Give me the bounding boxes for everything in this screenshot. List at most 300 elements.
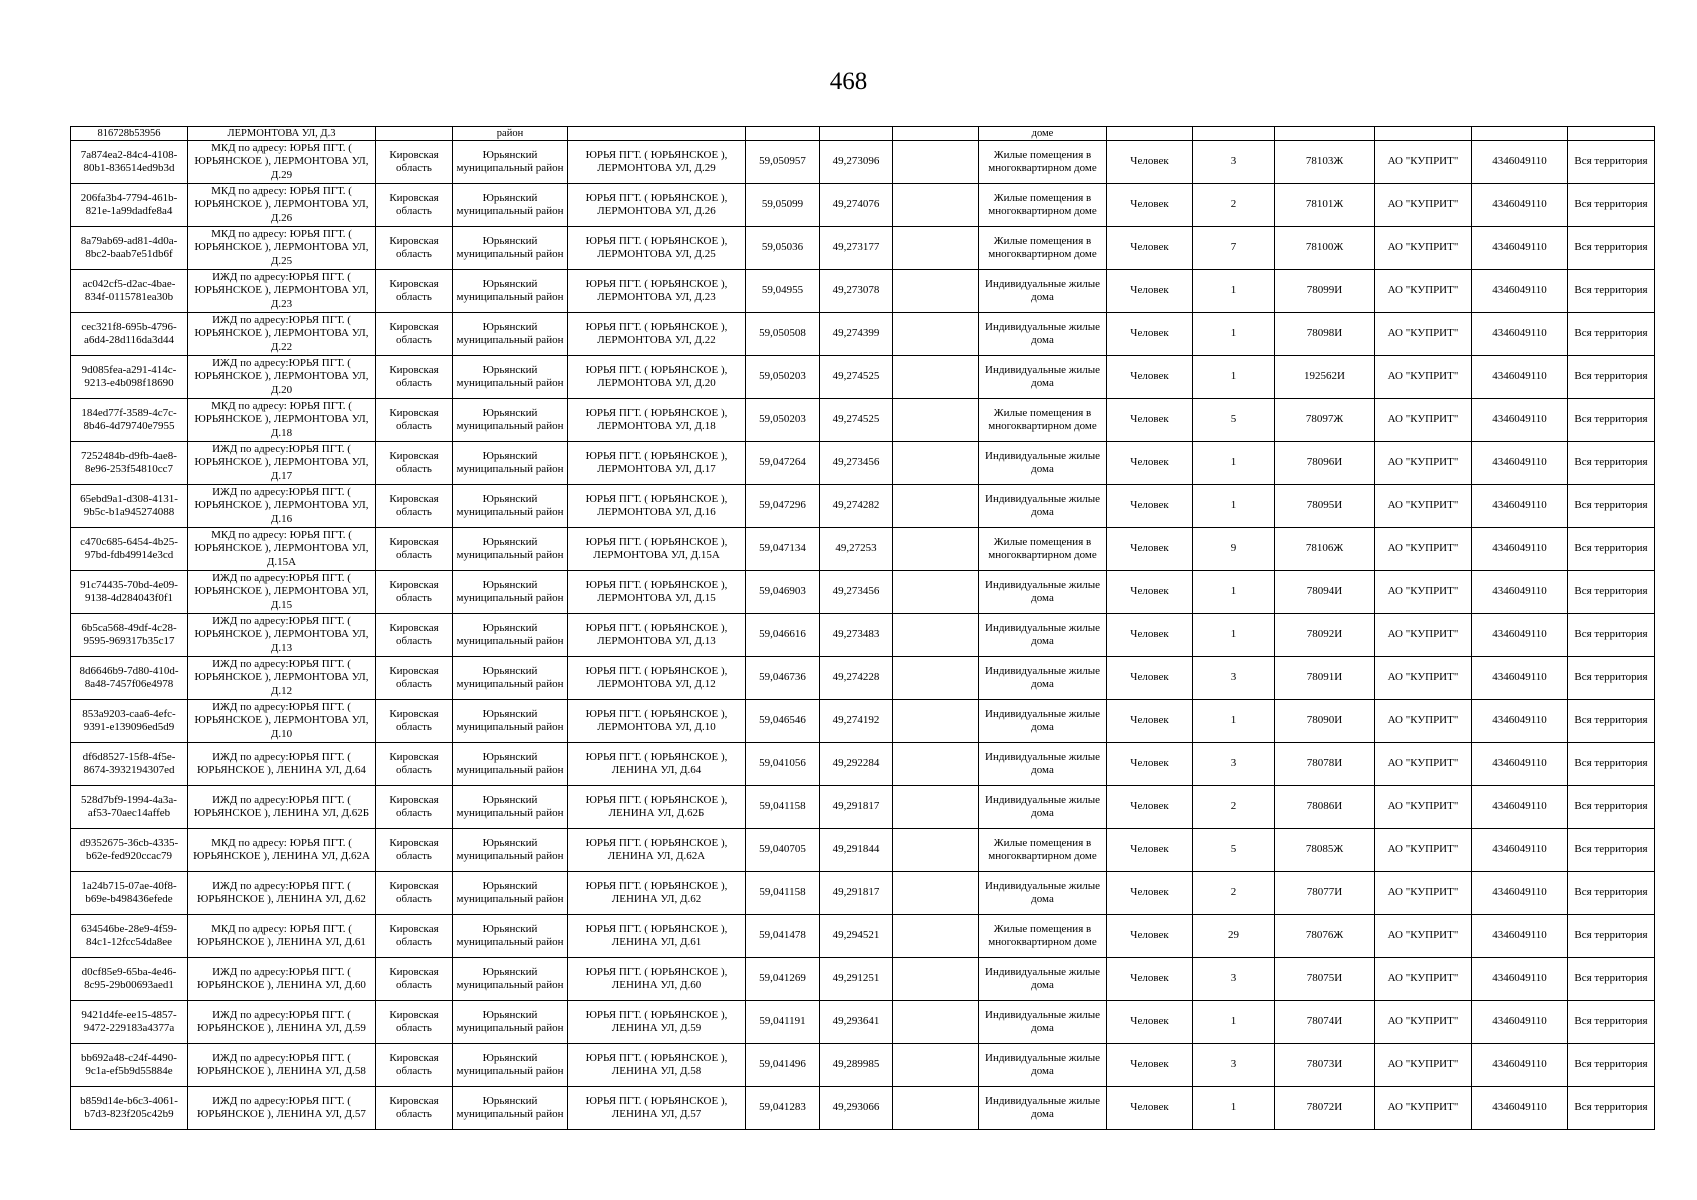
table-row <box>71 1044 1655 1087</box>
cell-empty <box>893 1001 979 1044</box>
cell-unit: Человек <box>1107 829 1193 872</box>
cell-code: 78072И <box>1275 1087 1375 1130</box>
cell-unit: Человек <box>1107 1087 1193 1130</box>
cell-code: 78101Ж <box>1275 184 1375 227</box>
cell-longitude: 49,292284 <box>820 743 893 786</box>
cell-longitude: 49,291817 <box>820 872 893 915</box>
cell-territory: Вся территория <box>1568 528 1655 571</box>
cell-district: Юрьянский муниципальный район <box>453 1001 568 1044</box>
cell-object-description: ИЖД по адресу:ЮРЬЯ ПГТ. ( ЮРЬЯНСКОЕ ), ЛЕНИНА УЛ, Д.62 <box>188 872 376 915</box>
cell-inn: 4346049110 <box>1472 485 1568 528</box>
cell-district: Юрьянский муниципальный район <box>453 915 568 958</box>
cell-company: АО "КУПРИТ" <box>1375 786 1472 829</box>
cell-code: 78098И <box>1275 313 1375 356</box>
cell-region: Кировская область <box>376 700 453 743</box>
cell-latitude: 59,041283 <box>746 1087 820 1130</box>
cell-object-description: ЛЕРМОНТОВА УЛ, Д.3 <box>188 127 376 141</box>
cell-territory: Вся территория <box>1568 485 1655 528</box>
cell-address: ЮРЬЯ ПГТ. ( ЮРЬЯНСКОЕ ), ЛЕРМОНТОВА УЛ, Д.29 <box>568 141 746 184</box>
table-row <box>71 657 1655 700</box>
cell-latitude: 59,046546 <box>746 700 820 743</box>
cell-empty <box>893 614 979 657</box>
page-number: 468 <box>829 68 868 95</box>
cell-housing-type: Индивидуальные жилые дома <box>979 614 1107 657</box>
cell-district: Юрьянский муниципальный район <box>453 958 568 1001</box>
cell-longitude: 49,293641 <box>820 1001 893 1044</box>
cell-address: ЮРЬЯ ПГТ. ( ЮРЬЯНСКОЕ ), ЛЕНИНА УЛ, Д.57 <box>568 1087 746 1130</box>
cell-unit: Человек <box>1107 1044 1193 1087</box>
cell-guid: bb692a48-c24f-4490-9c1a-ef5b9d55884e <box>71 1044 188 1087</box>
cell-company: АО "КУПРИТ" <box>1375 915 1472 958</box>
cell-empty <box>893 184 979 227</box>
cell-housing-type: Жилые помещения в многоквартирном доме <box>979 141 1107 184</box>
cell-object-description: ИЖД по адресу:ЮРЬЯ ПГТ. ( ЮРЬЯНСКОЕ ), ЛЕРМОНТОВА УЛ, Д.15 <box>188 571 376 614</box>
cell-address: ЮРЬЯ ПГТ. ( ЮРЬЯНСКОЕ ), ЛЕНИНА УЛ, Д.59 <box>568 1001 746 1044</box>
cell-district: Юрьянский муниципальный район <box>453 442 568 485</box>
cell-territory: Вся территория <box>1568 442 1655 485</box>
cell-guid: 6b5ca568-49df-4c28-9595-969317b35c17 <box>71 614 188 657</box>
cell-quantity: 1 <box>1193 571 1275 614</box>
cell-empty <box>893 829 979 872</box>
cell-longitude: 49,274525 <box>820 399 893 442</box>
cell-quantity: 1 <box>1193 313 1275 356</box>
cell-longitude: 49,274399 <box>820 313 893 356</box>
cell-empty <box>893 270 979 313</box>
cell-quantity: 1 <box>1193 1087 1275 1130</box>
cell-address: ЮРЬЯ ПГТ. ( ЮРЬЯНСКОЕ ), ЛЕРМОНТОВА УЛ, Д.15А <box>568 528 746 571</box>
cell-longitude: 49,291251 <box>820 958 893 1001</box>
cell-housing-type: Индивидуальные жилые дома <box>979 700 1107 743</box>
cell-inn: 4346049110 <box>1472 141 1568 184</box>
cell-housing-type: Жилые помещения в многоквартирном доме <box>979 227 1107 270</box>
cell-district: Юрьянский муниципальный район <box>453 356 568 399</box>
cell-region: Кировская область <box>376 442 453 485</box>
cell-latitude: 59,047264 <box>746 442 820 485</box>
cell-address: ЮРЬЯ ПГТ. ( ЮРЬЯНСКОЕ ), ЛЕНИНА УЛ, Д.64 <box>568 743 746 786</box>
cell-empty <box>893 442 979 485</box>
cell-guid: 8d6646b9-7d80-410d-8a48-7457f06e4978 <box>71 657 188 700</box>
table-row <box>71 1001 1655 1044</box>
cell-inn: 4346049110 <box>1472 399 1568 442</box>
cell-district: Юрьянский муниципальный район <box>453 657 568 700</box>
cell-guid: df6d8527-15f8-4f5e-8674-3932194307ed <box>71 743 188 786</box>
cell-housing-type: Индивидуальные жилые дома <box>979 1044 1107 1087</box>
cell-longitude: 49,294521 <box>820 915 893 958</box>
cell-empty <box>893 915 979 958</box>
cell-empty <box>893 700 979 743</box>
cell-object-description: МКД по адресу: ЮРЬЯ ПГТ. ( ЮРЬЯНСКОЕ ), ЛЕНИНА УЛ, Д.61 <box>188 915 376 958</box>
cell-code: 78086И <box>1275 786 1375 829</box>
cell-district: Юрьянский муниципальный район <box>453 829 568 872</box>
cell-address: ЮРЬЯ ПГТ. ( ЮРЬЯНСКОЕ ), ЛЕРМОНТОВА УЛ, Д.17 <box>568 442 746 485</box>
cell-latitude: 59,046903 <box>746 571 820 614</box>
table-row <box>71 141 1655 184</box>
cell-guid: ac042cf5-d2ac-4bae-834f-0115781ea30b <box>71 270 188 313</box>
cell-object-description: ИЖД по адресу:ЮРЬЯ ПГТ. ( ЮРЬЯНСКОЕ ), ЛЕНИНА УЛ, Д.64 <box>188 743 376 786</box>
cell-unit: Человек <box>1107 700 1193 743</box>
cell-longitude: 49,274228 <box>820 657 893 700</box>
cell-region: Кировская область <box>376 1001 453 1044</box>
cell-address: ЮРЬЯ ПГТ. ( ЮРЬЯНСКОЕ ), ЛЕРМОНТОВА УЛ, Д.12 <box>568 657 746 700</box>
cell-quantity: 7 <box>1193 227 1275 270</box>
cell-housing-type: Жилые помещения в многоквартирном доме <box>979 399 1107 442</box>
cell-housing-type: Жилые помещения в многоквартирном доме <box>979 915 1107 958</box>
cell-address: ЮРЬЯ ПГТ. ( ЮРЬЯНСКОЕ ), ЛЕРМОНТОВА УЛ, Д.26 <box>568 184 746 227</box>
cell-company: АО "КУПРИТ" <box>1375 442 1472 485</box>
cell-address: ЮРЬЯ ПГТ. ( ЮРЬЯНСКОЕ ), ЛЕРМОНТОВА УЛ, Д.18 <box>568 399 746 442</box>
table-row <box>71 743 1655 786</box>
cell-territory: Вся территория <box>1568 1001 1655 1044</box>
cell-inn: 4346049110 <box>1472 313 1568 356</box>
table-row <box>71 1087 1655 1130</box>
cell-district: Юрьянский муниципальный район <box>453 399 568 442</box>
cell-longitude: 49,27253 <box>820 528 893 571</box>
cell-code: 78095И <box>1275 485 1375 528</box>
cell-region: Кировская область <box>376 657 453 700</box>
cell-latitude: 59,041496 <box>746 1044 820 1087</box>
cell-guid: cec321f8-695b-4796-a6d4-28d116da3d44 <box>71 313 188 356</box>
cell-address: ЮРЬЯ ПГТ. ( ЮРЬЯНСКОЕ ), ЛЕРМОНТОВА УЛ, Д.16 <box>568 485 746 528</box>
cell-company: АО "КУПРИТ" <box>1375 1087 1472 1130</box>
cell-object-description: ИЖД по адресу:ЮРЬЯ ПГТ. ( ЮРЬЯНСКОЕ ), ЛЕРМОНТОВА УЛ, Д.13 <box>188 614 376 657</box>
cell-inn: 4346049110 <box>1472 743 1568 786</box>
cell-object-description: ИЖД по адресу:ЮРЬЯ ПГТ. ( ЮРЬЯНСКОЕ ), ЛЕРМОНТОВА УЛ, Д.22 <box>188 313 376 356</box>
cell-inn <box>1472 127 1568 141</box>
cell-code: 78096И <box>1275 442 1375 485</box>
cell-territory: Вся территория <box>1568 872 1655 915</box>
cell-object-description: МКД по адресу: ЮРЬЯ ПГТ. ( ЮРЬЯНСКОЕ ), ЛЕНИНА УЛ, Д.62А <box>188 829 376 872</box>
cell-company: АО "КУПРИТ" <box>1375 528 1472 571</box>
cell-quantity: 2 <box>1193 872 1275 915</box>
table-row <box>71 872 1655 915</box>
cell-unit: Человек <box>1107 399 1193 442</box>
cell-object-description: ИЖД по адресу:ЮРЬЯ ПГТ. ( ЮРЬЯНСКОЕ ), ЛЕНИНА УЛ, Д.59 <box>188 1001 376 1044</box>
cell-housing-type: Индивидуальные жилые дома <box>979 1001 1107 1044</box>
cell-longitude: 49,273483 <box>820 614 893 657</box>
cell-latitude: 59,041191 <box>746 1001 820 1044</box>
cell-region: Кировская область <box>376 1044 453 1087</box>
cell-unit: Человек <box>1107 743 1193 786</box>
cell-territory: Вся территория <box>1568 399 1655 442</box>
cell-quantity: 1 <box>1193 700 1275 743</box>
cell-district: Юрьянский муниципальный район <box>453 270 568 313</box>
cell-company: АО "КУПРИТ" <box>1375 399 1472 442</box>
cell-unit: Человек <box>1107 356 1193 399</box>
cell-inn: 4346049110 <box>1472 184 1568 227</box>
cell-address: ЮРЬЯ ПГТ. ( ЮРЬЯНСКОЕ ), ЛЕНИНА УЛ, Д.60 <box>568 958 746 1001</box>
cell-quantity: 9 <box>1193 528 1275 571</box>
cell-address <box>568 127 746 141</box>
cell-company: АО "КУПРИТ" <box>1375 356 1472 399</box>
cell-longitude: 49,291817 <box>820 786 893 829</box>
cell-housing-type: Жилые помещения в многоквартирном доме <box>979 829 1107 872</box>
table-row <box>71 313 1655 356</box>
cell-quantity: 3 <box>1193 958 1275 1001</box>
cell-object-description: ИЖД по адресу:ЮРЬЯ ПГТ. ( ЮРЬЯНСКОЕ ), ЛЕРМОНТОВА УЛ, Д.23 <box>188 270 376 313</box>
cell-unit: Человек <box>1107 184 1193 227</box>
cell-empty <box>893 571 979 614</box>
cell-latitude: 59,041158 <box>746 872 820 915</box>
cell-guid: 7a874ea2-84c4-4108-80b1-836514ed9b3d <box>71 141 188 184</box>
cell-region: Кировская область <box>376 1087 453 1130</box>
cell-inn: 4346049110 <box>1472 356 1568 399</box>
cell-longitude: 49,273456 <box>820 442 893 485</box>
cell-region: Кировская область <box>376 141 453 184</box>
cell-company: АО "КУПРИТ" <box>1375 614 1472 657</box>
cell-address: ЮРЬЯ ПГТ. ( ЮРЬЯНСКОЕ ), ЛЕРМОНТОВА УЛ, Д.10 <box>568 700 746 743</box>
cell-inn: 4346049110 <box>1472 528 1568 571</box>
cell-territory: Вся территория <box>1568 700 1655 743</box>
cell-district: Юрьянский муниципальный район <box>453 184 568 227</box>
cell-quantity: 1 <box>1193 442 1275 485</box>
cell-object-description: МКД по адресу: ЮРЬЯ ПГТ. ( ЮРЬЯНСКОЕ ), ЛЕРМОНТОВА УЛ, Д.18 <box>188 399 376 442</box>
cell-latitude: 59,050508 <box>746 313 820 356</box>
cell-territory: Вся территория <box>1568 915 1655 958</box>
table-row <box>71 829 1655 872</box>
cell-housing-type: Индивидуальные жилые дома <box>979 485 1107 528</box>
cell-empty <box>893 1087 979 1130</box>
cell-company: АО "КУПРИТ" <box>1375 485 1472 528</box>
cell-district: Юрьянский муниципальный район <box>453 528 568 571</box>
table-body <box>71 127 1655 1130</box>
cell-housing-type: Индивидуальные жилые дома <box>979 657 1107 700</box>
cell-latitude: 59,05099 <box>746 184 820 227</box>
cell-territory: Вся территория <box>1568 141 1655 184</box>
cell-unit: Человек <box>1107 1001 1193 1044</box>
cell-unit: Человек <box>1107 313 1193 356</box>
cell-company: АО "КУПРИТ" <box>1375 270 1472 313</box>
cell-code: 78094И <box>1275 571 1375 614</box>
table-row <box>71 958 1655 1001</box>
cell-quantity: 3 <box>1193 743 1275 786</box>
cell-company: АО "КУПРИТ" <box>1375 1044 1472 1087</box>
cell-inn: 4346049110 <box>1472 915 1568 958</box>
cell-inn: 4346049110 <box>1472 829 1568 872</box>
cell-territory: Вся территория <box>1568 227 1655 270</box>
cell-empty <box>893 485 979 528</box>
cell-latitude: 59,050957 <box>746 141 820 184</box>
table-row <box>71 614 1655 657</box>
cell-district: Юрьянский муниципальный район <box>453 614 568 657</box>
cell-address: ЮРЬЯ ПГТ. ( ЮРЬЯНСКОЕ ), ЛЕНИНА УЛ, Д.62 <box>568 872 746 915</box>
table-row <box>71 442 1655 485</box>
cell-district: Юрьянский муниципальный район <box>453 700 568 743</box>
cell-region: Кировская область <box>376 786 453 829</box>
cell-territory: Вся территория <box>1568 571 1655 614</box>
cell-territory: Вся территория <box>1568 1087 1655 1130</box>
cell-unit: Человек <box>1107 872 1193 915</box>
cell-quantity: 5 <box>1193 829 1275 872</box>
cell-object-description: ИЖД по адресу:ЮРЬЯ ПГТ. ( ЮРЬЯНСКОЕ ), ЛЕРМОНТОВА УЛ, Д.17 <box>188 442 376 485</box>
cell-company: АО "КУПРИТ" <box>1375 313 1472 356</box>
cell-territory: Вся территория <box>1568 958 1655 1001</box>
cell-housing-type: Индивидуальные жилые дома <box>979 442 1107 485</box>
cell-housing-type: Жилые помещения в многоквартирном доме <box>979 184 1107 227</box>
cell-code: 78077И <box>1275 872 1375 915</box>
cell-housing-type: Индивидуальные жилые дома <box>979 958 1107 1001</box>
cell-inn: 4346049110 <box>1472 700 1568 743</box>
cell-region: Кировская область <box>376 356 453 399</box>
cell-latitude: 59,041158 <box>746 786 820 829</box>
table-row <box>71 485 1655 528</box>
table-row-partial <box>71 127 1655 141</box>
cell-guid: d0cf85e9-65ba-4e46-8c95-29b00693aed1 <box>71 958 188 1001</box>
cell-guid: 816728b53956 <box>71 127 188 141</box>
cell-guid: 91c74435-70bd-4e09-9138-4d284043f0f1 <box>71 571 188 614</box>
cell-inn: 4346049110 <box>1472 614 1568 657</box>
cell-code: 78073И <box>1275 1044 1375 1087</box>
cell-housing-type: Индивидуальные жилые дома <box>979 313 1107 356</box>
table-row <box>71 915 1655 958</box>
cell-object-description: ИЖД по адресу:ЮРЬЯ ПГТ. ( ЮРЬЯНСКОЕ ), ЛЕНИНА УЛ, Д.60 <box>188 958 376 1001</box>
table-row <box>71 356 1655 399</box>
cell-territory: Вся территория <box>1568 743 1655 786</box>
table-row <box>71 227 1655 270</box>
cell-inn: 4346049110 <box>1472 657 1568 700</box>
cell-housing-type: Индивидуальные жилые дома <box>979 270 1107 313</box>
cell-longitude: 49,274076 <box>820 184 893 227</box>
cell-quantity: 29 <box>1193 915 1275 958</box>
cell-longitude: 49,293066 <box>820 1087 893 1130</box>
cell-region: Кировская область <box>376 184 453 227</box>
cell-latitude: 59,041269 <box>746 958 820 1001</box>
cell-unit: Человек <box>1107 915 1193 958</box>
cell-quantity: 1 <box>1193 356 1275 399</box>
table-row <box>71 270 1655 313</box>
cell-latitude: 59,04955 <box>746 270 820 313</box>
cell-company: АО "КУПРИТ" <box>1375 184 1472 227</box>
cell-empty <box>893 356 979 399</box>
cell-empty <box>893 657 979 700</box>
cell-housing-type: Индивидуальные жилые дома <box>979 1087 1107 1130</box>
cell-longitude: 49,273096 <box>820 141 893 184</box>
cell-inn: 4346049110 <box>1472 571 1568 614</box>
cell-district: Юрьянский муниципальный район <box>453 227 568 270</box>
cell-address: ЮРЬЯ ПГТ. ( ЮРЬЯНСКОЕ ), ЛЕРМОНТОВА УЛ, Д.25 <box>568 227 746 270</box>
cell-unit: Человек <box>1107 485 1193 528</box>
cell-quantity: 1 <box>1193 614 1275 657</box>
cell-longitude: 49,273177 <box>820 227 893 270</box>
cell-region: Кировская область <box>376 872 453 915</box>
cell-empty <box>893 743 979 786</box>
cell-latitude: 59,05036 <box>746 227 820 270</box>
cell-latitude: 59,041478 <box>746 915 820 958</box>
cell-inn: 4346049110 <box>1472 442 1568 485</box>
cell-quantity: 3 <box>1193 657 1275 700</box>
cell-guid: b859d14e-b6c3-4061-b7d3-823f205c42b9 <box>71 1087 188 1130</box>
cell-quantity <box>1193 127 1275 141</box>
cell-inn: 4346049110 <box>1472 270 1568 313</box>
cell-inn: 4346049110 <box>1472 1001 1568 1044</box>
cell-object-description: МКД по адресу: ЮРЬЯ ПГТ. ( ЮРЬЯНСКОЕ ), ЛЕРМОНТОВА УЛ, Д.26 <box>188 184 376 227</box>
cell-quantity: 3 <box>1193 1044 1275 1087</box>
cell-region: Кировская область <box>376 958 453 1001</box>
cell-unit: Человек <box>1107 657 1193 700</box>
cell-territory: Вся территория <box>1568 356 1655 399</box>
cell-code: 78091И <box>1275 657 1375 700</box>
cell-address: ЮРЬЯ ПГТ. ( ЮРЬЯНСКОЕ ), ЛЕРМОНТОВА УЛ, Д.13 <box>568 614 746 657</box>
cell-company: АО "КУПРИТ" <box>1375 227 1472 270</box>
cell-latitude: 59,046616 <box>746 614 820 657</box>
cell-region: Кировская область <box>376 313 453 356</box>
cell-code: 78074И <box>1275 1001 1375 1044</box>
cell-longitude: 49,291844 <box>820 829 893 872</box>
cell-region: Кировская область <box>376 227 453 270</box>
cell-unit: Человек <box>1107 958 1193 1001</box>
table-row <box>71 786 1655 829</box>
cell-district: Юрьянский муниципальный район <box>453 313 568 356</box>
cell-territory <box>1568 127 1655 141</box>
cell-object-description: ИЖД по адресу:ЮРЬЯ ПГТ. ( ЮРЬЯНСКОЕ ), ЛЕНИНА УЛ, Д.62Б <box>188 786 376 829</box>
cell-district: Юрьянский муниципальный район <box>453 571 568 614</box>
cell-longitude: 49,273456 <box>820 571 893 614</box>
cell-guid: 9d085fea-a291-414c-9213-e4b098f18690 <box>71 356 188 399</box>
cell-guid: 528d7bf9-1994-4a3a-af53-70aec14affeb <box>71 786 188 829</box>
cell-empty <box>893 786 979 829</box>
cell-unit: Человек <box>1107 227 1193 270</box>
cell-latitude: 59,047134 <box>746 528 820 571</box>
cell-longitude <box>820 127 893 141</box>
cell-code: 78106Ж <box>1275 528 1375 571</box>
cell-housing-type: Индивидуальные жилые дома <box>979 786 1107 829</box>
cell-object-description: ИЖД по адресу:ЮРЬЯ ПГТ. ( ЮРЬЯНСКОЕ ), ЛЕРМОНТОВА УЛ, Д.12 <box>188 657 376 700</box>
cell-empty <box>893 313 979 356</box>
cell-company <box>1375 127 1472 141</box>
cell-region: Кировская область <box>376 270 453 313</box>
cell-quantity: 1 <box>1193 270 1275 313</box>
cell-code: 78097Ж <box>1275 399 1375 442</box>
cell-territory: Вся территория <box>1568 313 1655 356</box>
cell-region: Кировская область <box>376 743 453 786</box>
cell-company: АО "КУПРИТ" <box>1375 657 1472 700</box>
cell-territory: Вся территория <box>1568 657 1655 700</box>
cell-guid: 1a24b715-07ae-40f8-b69e-b498436efede <box>71 872 188 915</box>
cell-code: 78075И <box>1275 958 1375 1001</box>
cell-unit: Человек <box>1107 270 1193 313</box>
cell-inn: 4346049110 <box>1472 1087 1568 1130</box>
cell-unit: Человек <box>1107 528 1193 571</box>
cell-company: АО "КУПРИТ" <box>1375 958 1472 1001</box>
cell-longitude: 49,289985 <box>820 1044 893 1087</box>
cell-code: 78078И <box>1275 743 1375 786</box>
cell-latitude: 59,046736 <box>746 657 820 700</box>
cell-latitude: 59,050203 <box>746 356 820 399</box>
cell-address: ЮРЬЯ ПГТ. ( ЮРЬЯНСКОЕ ), ЛЕНИНА УЛ, Д.62Б <box>568 786 746 829</box>
table-row <box>71 528 1655 571</box>
cell-object-description: ИЖД по адресу:ЮРЬЯ ПГТ. ( ЮРЬЯНСКОЕ ), ЛЕРМОНТОВА УЛ, Д.10 <box>188 700 376 743</box>
cell-guid: c470c685-6454-4b25-97bd-fdb49914e3cd <box>71 528 188 571</box>
cell-object-description: ИЖД по адресу:ЮРЬЯ ПГТ. ( ЮРЬЯНСКОЕ ), ЛЕНИНА УЛ, Д.58 <box>188 1044 376 1087</box>
cell-district: Юрьянский муниципальный район <box>453 872 568 915</box>
cell-inn: 4346049110 <box>1472 958 1568 1001</box>
cell-district: Юрьянский муниципальный район <box>453 1044 568 1087</box>
cell-latitude: 59,041056 <box>746 743 820 786</box>
cell-code: 78076Ж <box>1275 915 1375 958</box>
cell-inn: 4346049110 <box>1472 227 1568 270</box>
cell-unit <box>1107 127 1193 141</box>
cell-unit: Человек <box>1107 786 1193 829</box>
cell-inn: 4346049110 <box>1472 1044 1568 1087</box>
cell-company: АО "КУПРИТ" <box>1375 872 1472 915</box>
cell-inn: 4346049110 <box>1472 786 1568 829</box>
cell-empty <box>893 872 979 915</box>
cell-quantity: 2 <box>1193 786 1275 829</box>
cell-latitude: 59,047296 <box>746 485 820 528</box>
table-row <box>71 700 1655 743</box>
cell-address: ЮРЬЯ ПГТ. ( ЮРЬЯНСКОЕ ), ЛЕРМОНТОВА УЛ, Д.23 <box>568 270 746 313</box>
cell-company: АО "КУПРИТ" <box>1375 700 1472 743</box>
cell-quantity: 3 <box>1193 141 1275 184</box>
